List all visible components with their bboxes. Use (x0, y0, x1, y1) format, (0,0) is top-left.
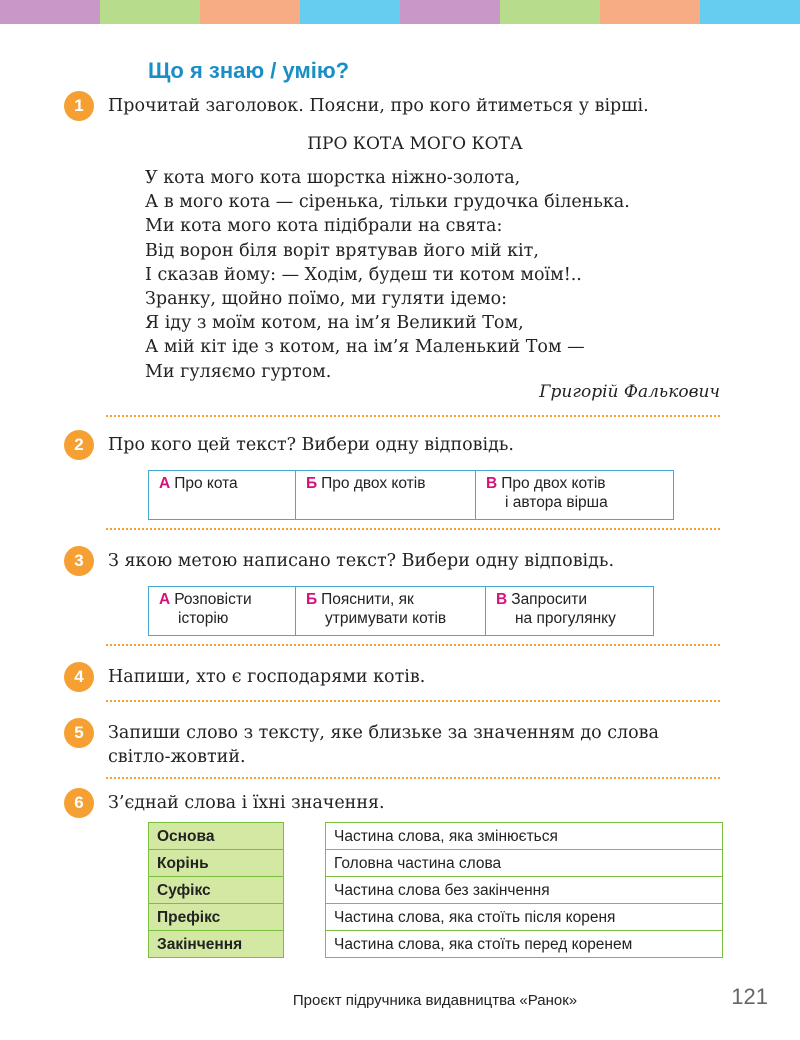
page-title: Що я знаю / умію? (148, 58, 350, 83)
option-text: історію (178, 610, 229, 627)
option-text: на прогулянку (515, 610, 616, 627)
option-text: Пояснити, як (321, 591, 414, 608)
definition-cell[interactable]: Частина слова без закінчення (325, 876, 723, 904)
dotted-divider (106, 528, 720, 530)
color-stripe (100, 0, 200, 24)
answer-option-b[interactable] (296, 470, 476, 520)
page-number: 121 (731, 984, 768, 1009)
task-question: З’єднай слова і їхні значення. (108, 793, 385, 813)
poem-line: А в мого кота — сіренька, тільки грудочка біленька. (145, 192, 630, 213)
color-stripe (700, 0, 800, 24)
term-cell[interactable]: Корінь (148, 849, 284, 877)
poem-line: І сказав йому: — Ходім, будеш ти котом моїм!.. (145, 264, 582, 285)
definition-cell[interactable]: Головна частина слова (325, 849, 723, 877)
task-number-badge: 1 (64, 91, 94, 121)
task-number-badge: 6 (64, 788, 94, 818)
task-question: Прочитай заголовок. Поясни, про кого йтиметься у вірші. (108, 96, 649, 116)
definition-cell[interactable]: Частина слова, яка стоїть після кореня (325, 903, 723, 931)
option-text: Розповісти (174, 591, 252, 608)
poem-line: У кота мого кота шорстка ніжно-золота, (145, 168, 521, 188)
poem-line: Ми кота мого кота підібрали на свята: (145, 216, 503, 237)
definition-cell[interactable]: Частина слова, яка змінюється (325, 822, 723, 850)
task-number-badge: 5 (64, 718, 94, 748)
poem-line: А мій кіт іде з котом, на ім’я Маленький Том — (145, 337, 585, 358)
color-stripe (400, 0, 500, 24)
terms-column (148, 823, 284, 958)
task-number-badge: 2 (64, 430, 94, 460)
color-stripe (600, 0, 700, 24)
option-text: Про двох котів (321, 475, 426, 492)
dotted-divider (106, 777, 720, 779)
poem-title: ПРО КОТА МОГО КОТА (307, 134, 523, 154)
answer-options (148, 470, 674, 520)
answer-option-c[interactable] (476, 470, 674, 520)
term-cell[interactable]: Префікс (148, 903, 284, 931)
option-text: і автора вірша (505, 494, 608, 511)
poem-line: Від ворон біля воріт врятував його мій кіт, (145, 240, 539, 261)
term-cell[interactable]: Суфікс (148, 876, 284, 904)
dotted-divider (106, 415, 720, 417)
definitions-column (325, 823, 723, 958)
option-letter: В (496, 591, 508, 608)
poem-line: Зранку, щойно поїмо, ми гуляти ідемо: (145, 289, 508, 310)
term-cell[interactable]: Основа (148, 822, 284, 850)
option-letter: А (159, 591, 171, 608)
poem-line: Я іду з моїм котом, на ім’я Великий Том, (145, 313, 524, 334)
task-number-badge: 4 (64, 662, 94, 692)
option-letter: А (159, 475, 171, 492)
poem-line: Ми гуляємо гуртом. (145, 361, 332, 382)
color-stripe-bar (0, 0, 800, 24)
poem-author: Григорій Фалькович (539, 382, 720, 402)
publisher-footer: Проєкт підручника видавництва «Ранок» (292, 992, 578, 1009)
color-stripe (500, 0, 600, 24)
option-text: утримувати котів (325, 610, 447, 627)
answer-option-a[interactable] (148, 586, 296, 636)
term-cell[interactable]: Закінчення (148, 930, 284, 958)
answer-option-a[interactable] (148, 470, 296, 520)
definition-cell[interactable]: Частина слова, яка стоїть перед коренем (325, 930, 723, 958)
option-letter: Б (306, 591, 318, 608)
answer-option-c[interactable] (486, 586, 654, 636)
poem (145, 166, 630, 384)
answer-option-b[interactable] (296, 586, 486, 636)
dotted-divider (106, 644, 720, 646)
task-question: Про кого цей текст? Вибери одну відповідь. (108, 435, 514, 455)
option-text: Запросити (511, 591, 587, 608)
answer-options (148, 586, 654, 636)
color-stripe (300, 0, 400, 24)
task-question: З якою метою написано текст? Вибери одну відповідь. (108, 551, 615, 571)
option-text: Про двох котів (501, 475, 606, 492)
option-letter: Б (306, 475, 318, 492)
color-stripe (0, 0, 100, 24)
dotted-divider (106, 700, 720, 702)
task-number-badge: 3 (64, 546, 94, 576)
color-stripe (200, 0, 300, 24)
question-line: світло-жовтий. (108, 747, 246, 767)
task-question (108, 721, 728, 769)
option-text: Про кота (174, 475, 238, 492)
option-letter: В (486, 475, 498, 492)
question-line: Запиши слово з тексту, яке близьке за значенням до слова (108, 723, 659, 743)
task-question: Напиши, хто є господарями котів. (108, 667, 426, 687)
